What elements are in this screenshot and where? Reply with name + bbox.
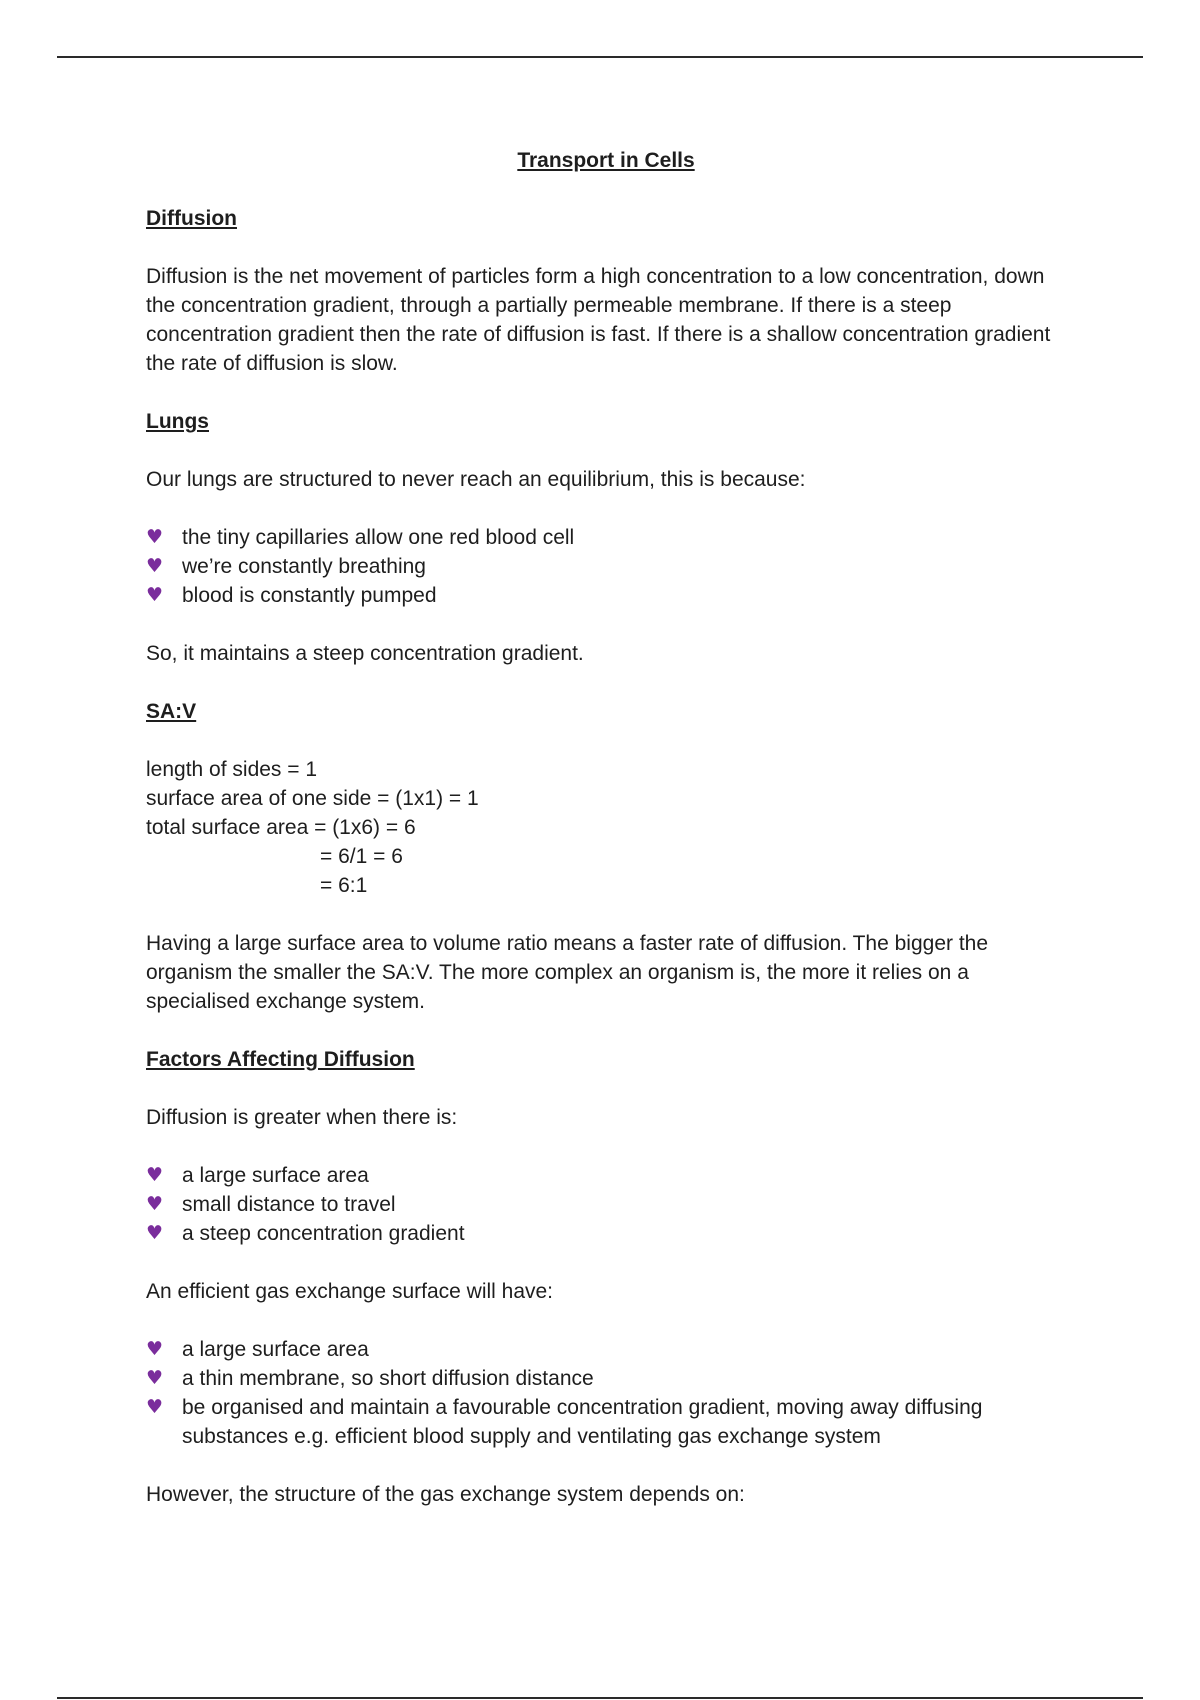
sav-calculation <box>146 755 1066 900</box>
list-item <box>146 1335 1066 1364</box>
heart-icon: ♥ <box>146 1222 164 1244</box>
lungs-intro: Our lungs are structured to never reach an equilibrium, this is because: <box>146 468 806 491</box>
calc-line: surface area of one side = (1x1) = 1 <box>146 787 479 810</box>
footer-rule <box>57 1697 1143 1699</box>
heart-icon: ♥ <box>146 1396 164 1418</box>
calc-line: = 6:1 <box>320 874 368 897</box>
list-item <box>146 1364 1066 1393</box>
list-item-text: small distance to travel <box>182 1193 396 1216</box>
calc-line: length of sides = 1 <box>146 758 318 781</box>
lungs-conclusion: So, it maintains a steep concentration gradient. <box>146 642 584 665</box>
factors-intro: Diffusion is greater when there is: <box>146 1106 458 1129</box>
list-item <box>146 1190 1066 1219</box>
list-item <box>146 1219 1066 1248</box>
list-item-text: we’re constantly breathing <box>182 555 426 578</box>
efficient-bullet-list <box>146 1335 1066 1451</box>
list-item-text: be organised and maintain a favourable concentration gradient, moving away diffusing substances e.g. efficient blood supply and ventilating gas exchange system <box>182 1396 983 1448</box>
heading-factors: Factors Affecting Diffusion <box>146 1048 415 1071</box>
list-item-text: a large surface area <box>182 1338 369 1361</box>
heart-icon: ♥ <box>146 555 164 577</box>
heart-icon: ♥ <box>146 1193 164 1215</box>
heart-icon: ♥ <box>146 1164 164 1186</box>
list-item <box>146 581 1066 610</box>
sav-paragraph: Having a large surface area to volume ratio means a faster rate of diffusion. The bigger the organism the smaller the SA:V. The more complex an organism is, the more it relies on a specialised exchange system. <box>146 932 989 1013</box>
heading-sav: SA:V <box>146 700 197 723</box>
calc-line: total surface area = (1x6) = 6 <box>146 816 416 839</box>
heart-icon: ♥ <box>146 1338 164 1360</box>
list-item-text: a large surface area <box>182 1164 369 1187</box>
heart-icon: ♥ <box>146 584 164 606</box>
list-item-text: a steep concentration gradient <box>182 1222 465 1245</box>
list-item-text: blood is constantly pumped <box>182 584 437 607</box>
diffusion-paragraph: Diffusion is the net movement of particles form a high concentration to a low concentration, down the concentration gradient, through a partially permeable membrane. If there is a steep concentration gradient then the rate of diffusion is fast. If there is a shallow concentration gradient the rate of diffusion is slow. <box>146 265 1051 375</box>
heart-icon: ♥ <box>146 526 164 548</box>
list-item <box>146 523 1066 552</box>
list-item-text: a thin membrane, so short diffusion distance <box>182 1367 594 1390</box>
factors-bullet-list <box>146 1161 1066 1248</box>
list-item-text: the tiny capillaries allow one red blood cell <box>182 526 575 549</box>
document-page <box>146 146 1066 1538</box>
lungs-bullet-list <box>146 523 1066 610</box>
list-item <box>146 1161 1066 1190</box>
efficient-intro: An efficient gas exchange surface will have: <box>146 1280 554 1303</box>
heading-lungs: Lungs <box>146 410 209 433</box>
header-rule <box>57 56 1143 58</box>
list-item <box>146 1393 1066 1451</box>
closing-paragraph: However, the structure of the gas exchange system depends on: <box>146 1483 745 1506</box>
calc-line: = 6/1 = 6 <box>320 845 403 868</box>
heading-diffusion: Diffusion <box>146 207 237 230</box>
heart-icon: ♥ <box>146 1367 164 1389</box>
list-item <box>146 552 1066 581</box>
document-title: Transport in Cells <box>517 149 695 172</box>
